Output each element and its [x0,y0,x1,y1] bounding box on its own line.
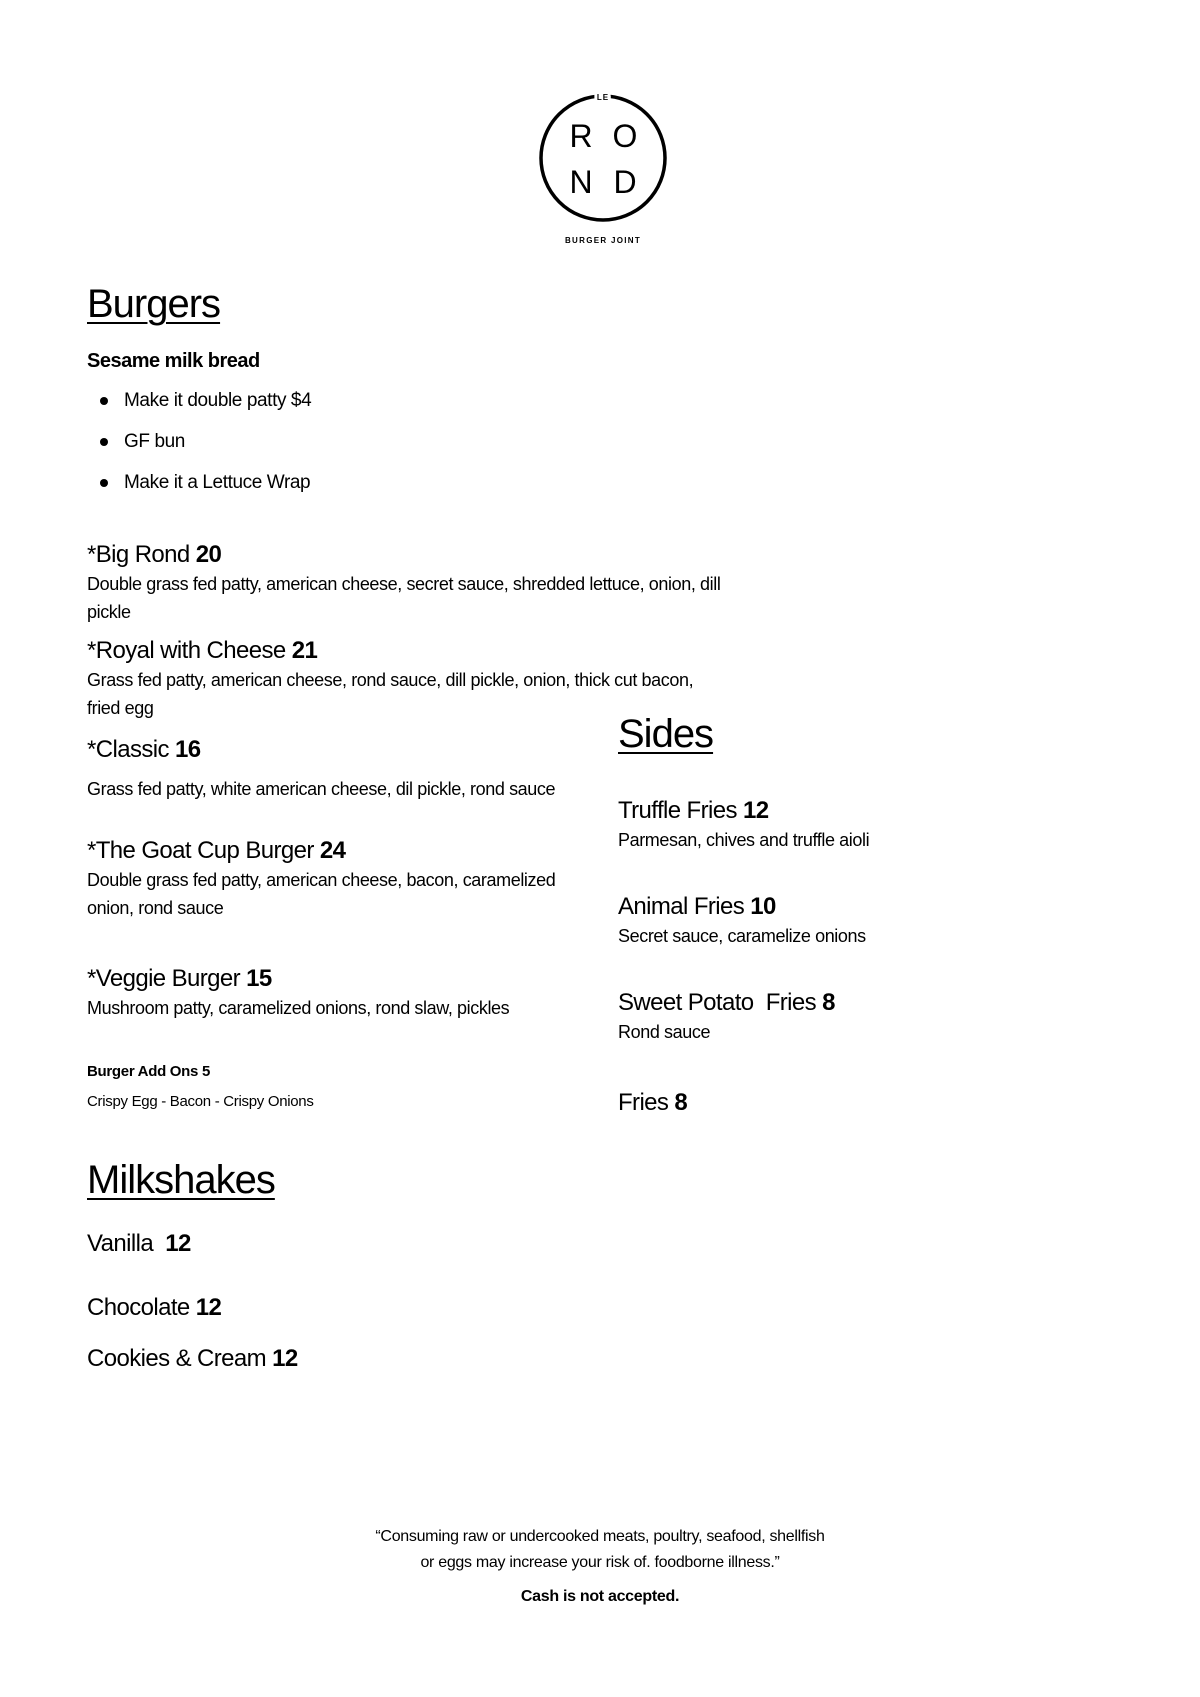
bread-note: Sesame milk bread [87,350,260,372]
item-description: Secret sauce, caramelize onions [618,926,866,946]
item-description: Double grass fed patty, american cheese, secret sauce, shredded lettuce, onion, dill pickle [87,574,721,622]
item-name: Sweet Potato Fries [618,989,817,1016]
item-price: 16 [174,736,201,763]
addons-description: Crispy Egg - Bacon - Crispy Onions [87,1093,314,1110]
item-price: 12 [742,797,769,824]
item-name: Cookies & Cream [87,1345,267,1372]
logo-tagline: BURGER JOINT [564,236,642,245]
logo-letter-r: R [569,118,593,154]
health-warning-line-1: “Consuming raw or undercooked meats, poultry, seafood, shellfish [375,1528,825,1545]
item-price: 21 [291,637,318,664]
item-price: 20 [195,541,222,568]
list-item: Make it double patty $4 [124,390,311,431]
item-name: *The Goat Cup Burger [87,837,314,864]
item-description: Mushroom patty, caramelized onions, rond slaw, pickles [87,998,510,1018]
addons-title: Burger Add Ons 5 [87,1063,210,1080]
item-name: *Big Rond [87,541,190,568]
list-item: GF bun [124,431,311,472]
item-price: 8 [674,1089,688,1116]
menu-item-veggie-burger [87,964,587,1022]
item-name: Vanilla [87,1230,160,1257]
item-price: 24 [319,837,346,864]
item-name: Chocolate [87,1294,190,1321]
item-name: *Veggie Burger [87,965,241,992]
item-description: Grass fed patty, white american cheese, dil pickle, rond sauce [87,779,556,799]
item-name: Truffle Fries [618,797,737,824]
item-price: 15 [246,965,272,992]
logo-letter-d: D [613,164,637,200]
menu-item-classic [87,735,587,803]
menu-item-chocolate [87,1294,221,1322]
item-description: Rond sauce [618,1022,711,1042]
logo-letter-n: N [569,164,593,200]
burger-options-list [90,390,311,513]
item-description: Double grass fed patty, american cheese, bacon, caramelized onion, rond sauce [87,870,556,918]
item-price: 8 [822,989,835,1016]
logo-top-text: LE [596,93,610,102]
item-price: 12 [165,1230,191,1257]
logo-letter-o: O [612,118,638,154]
item-price: 12 [272,1345,298,1372]
milkshakes-heading: Milkshakes [87,1158,275,1202]
item-description: Parmesan, chives and truffle aioli [618,830,870,850]
list-item: Make it a Lettuce Wrap [124,472,311,513]
health-warning [300,1524,900,1576]
menu-item-big-rond [87,540,727,626]
burgers-heading: Burgers [87,282,221,326]
menu-item-truffle-fries [618,796,1138,854]
menu-item-animal-fries [618,892,1138,950]
menu-item-vanilla [87,1230,191,1258]
menu-item-sweet-potato-fries [618,988,1138,1046]
item-name: *Royal with Cheese [87,637,286,664]
menu-item-royal-with-cheese [87,636,727,722]
item-name: Animal Fries [618,893,745,920]
menu-item-cookies-cream [87,1345,298,1373]
item-name: *Classic [87,736,169,763]
health-warning-line-2: or eggs may increase your risk of. foodborne illness.” [420,1554,780,1571]
sides-heading: Sides [618,712,714,756]
item-description: Grass fed patty, american cheese, rond sauce, dill pickle, onion, thick cut bacon, fried egg [87,670,694,718]
cash-note: Cash is not accepted. [520,1588,680,1605]
item-price: 10 [750,893,776,920]
item-name: Fries [618,1089,669,1116]
restaurant-logo [538,86,668,246]
menu-item-goat-cup-burger [87,836,587,922]
item-price: 12 [195,1294,222,1321]
menu-item-fries [618,1088,1138,1118]
